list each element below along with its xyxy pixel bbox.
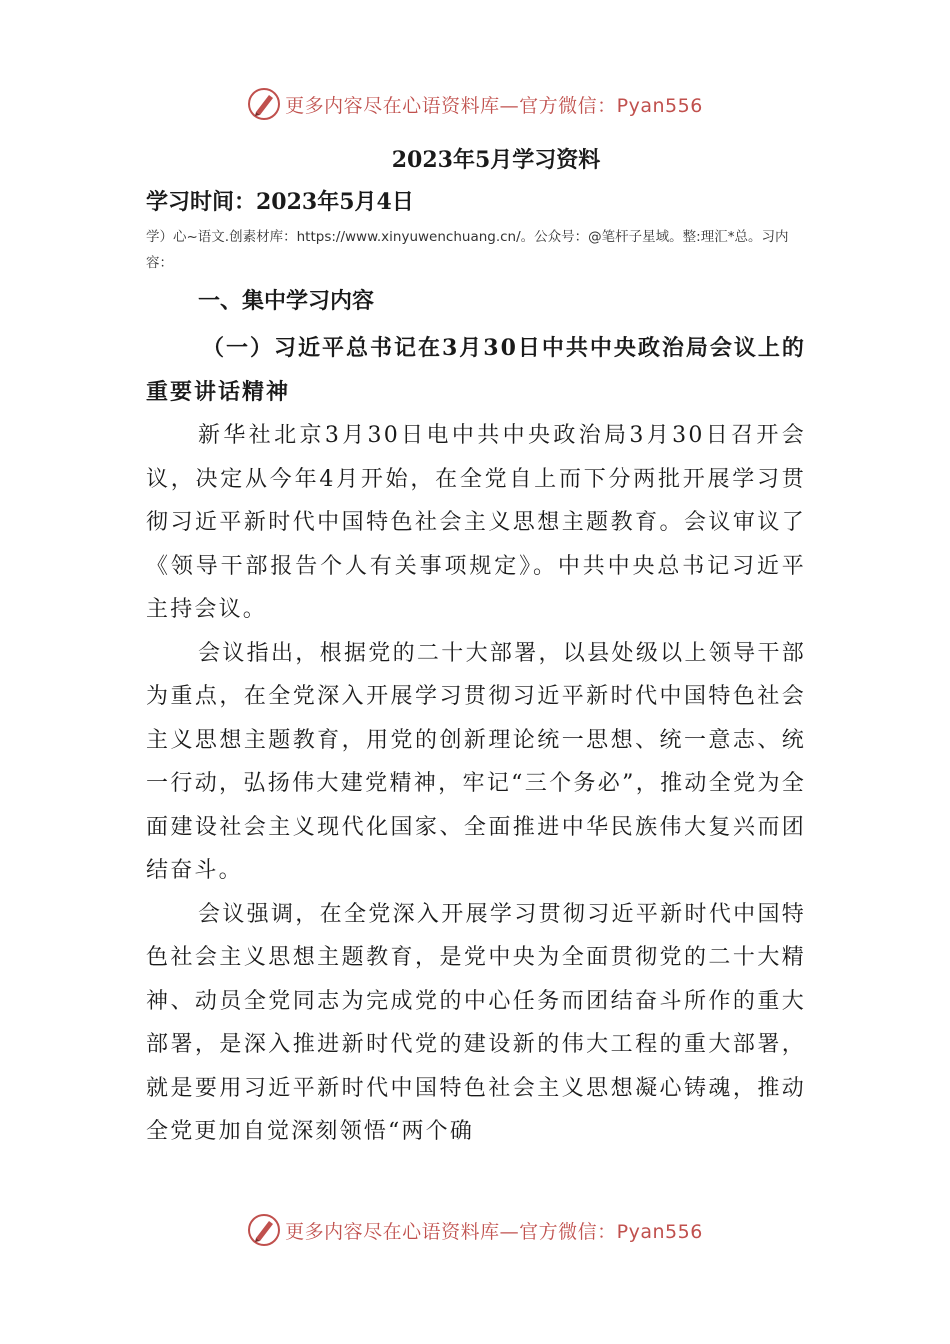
- banner-text: [285, 91, 703, 118]
- paragraph-2: 会议指出，根据党的二十大部署，以县处级以上领导干部为重点，在全党深入开展学习贯彻习近平新时代中国特色社会主义思想主题教育，用党的创新理论统一思想、统一意志、统一行动，弘扬伟大建党精神，牢记“三个务必”，推动全党为全面建设社会主义现代化国家、全面推进中华民族伟大复兴而团结奋斗。: [146, 640, 806, 883]
- banner-cn-text: 更多内容尽在心语资料库—官方微信：: [285, 94, 617, 117]
- footer-banner: [0, 1210, 950, 1250]
- document-title: 2023年5月学习资料: [391, 147, 601, 173]
- source-note: 学）心~语文.创素材库：https://www.xinyuwenchuang.cn/。公众号：@笔杆子星域。整:理汇*总。习内容：: [146, 229, 789, 271]
- banner-cn-text: 更多内容尽在心语资料库—官方微信：: [285, 1220, 617, 1243]
- banner-text: [285, 1217, 703, 1244]
- header-banner: [0, 84, 950, 124]
- sub-heading: （一）习近平总书记在3月30日中共中央政治局会议上的重要讲话精神: [146, 335, 806, 405]
- banner-wechat-id: Pyan556: [616, 1220, 703, 1243]
- pen-logo-icon: [247, 87, 281, 121]
- document-body: [146, 140, 806, 1154]
- pen-logo-icon: [247, 1213, 281, 1247]
- section-heading: 一、集中学习内容: [198, 288, 375, 314]
- paragraph-3: 会议强调，在全党深入开展学习贯彻习近平新时代中国特色社会主义思想主题教育，是党中央为全面贯彻党的二十大精神、动员全党同志为完成党的中心任务而团结奋斗所作的重大部署，是深入推进新时代党的建设新的伟大工程的重大部署，就是要用习近平新时代中国特色社会主义思想凝心铸魂，推动全党更加自觉深刻领悟“两个确: [146, 901, 806, 1144]
- banner-wechat-id: Pyan556: [616, 94, 703, 117]
- study-time: 学习时间：2023年5月4日: [146, 189, 414, 215]
- paragraph-1: 新华社北京3月30日电中共中央政治局3月30日召开会议，决定从今年4月开始，在全党自上而下分两批开展学习贯彻习近平新时代中国特色社会主义思想主题教育。会议审议了《领导干部报告个人有关事项规定》。中共中央总书记习近平主持会议。: [146, 423, 806, 622]
